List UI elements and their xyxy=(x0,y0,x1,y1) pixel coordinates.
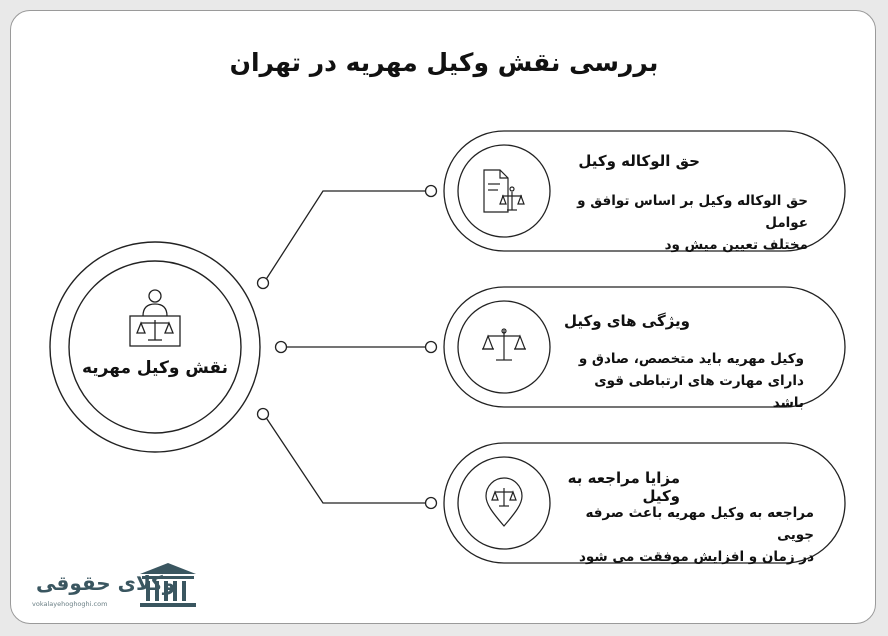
item-3-desc-line1: مراجعه به وکیل مهریه باعث صرفه جویی xyxy=(585,505,814,543)
dot-middle-right xyxy=(426,342,437,353)
logo-name: وکلای حقوقی xyxy=(36,571,176,595)
item-2-desc xyxy=(560,348,804,414)
center-inner-circle xyxy=(69,261,241,433)
dot-middle-left xyxy=(276,342,287,353)
item-3-title: مزایا مراجعه به وکیل xyxy=(567,469,680,505)
item-3-desc xyxy=(560,502,814,568)
connectors xyxy=(265,191,428,503)
item-2-desc-line2: دارای مهارت های ارتباطی قوی باشد xyxy=(594,373,804,411)
dot-bottom-left xyxy=(258,409,269,420)
item-1-desc-line2: مختلف تعیین میش ود xyxy=(664,237,808,253)
connector-top xyxy=(265,191,428,281)
dot-top-right xyxy=(426,186,437,197)
dot-bottom-right xyxy=(426,498,437,509)
item-2-title: ویژگی های وکیل xyxy=(564,312,690,330)
dot-top-left xyxy=(258,278,269,289)
item-1-title: حق الوکاله وکیل xyxy=(578,152,700,170)
pill-1-icon-circle xyxy=(458,145,550,237)
item-1-desc xyxy=(560,190,808,256)
center-label: نقش وکیل مهریه xyxy=(81,358,229,378)
connector-bottom xyxy=(265,416,428,503)
item-3-desc-line2: در زمان و افزایش موفقت می شود xyxy=(578,549,814,565)
item-2-desc-line1: وکیل مهریه باید متخصص، صادق و xyxy=(578,351,804,367)
logo-url: vokalayehoghoghi.com xyxy=(32,600,108,608)
page-title: بررسی نقش وکیل مهریه در تهران xyxy=(229,48,659,77)
item-1-desc-line1: حق الوکاله وکیل بر اساس توافق و عوامل xyxy=(577,193,808,231)
